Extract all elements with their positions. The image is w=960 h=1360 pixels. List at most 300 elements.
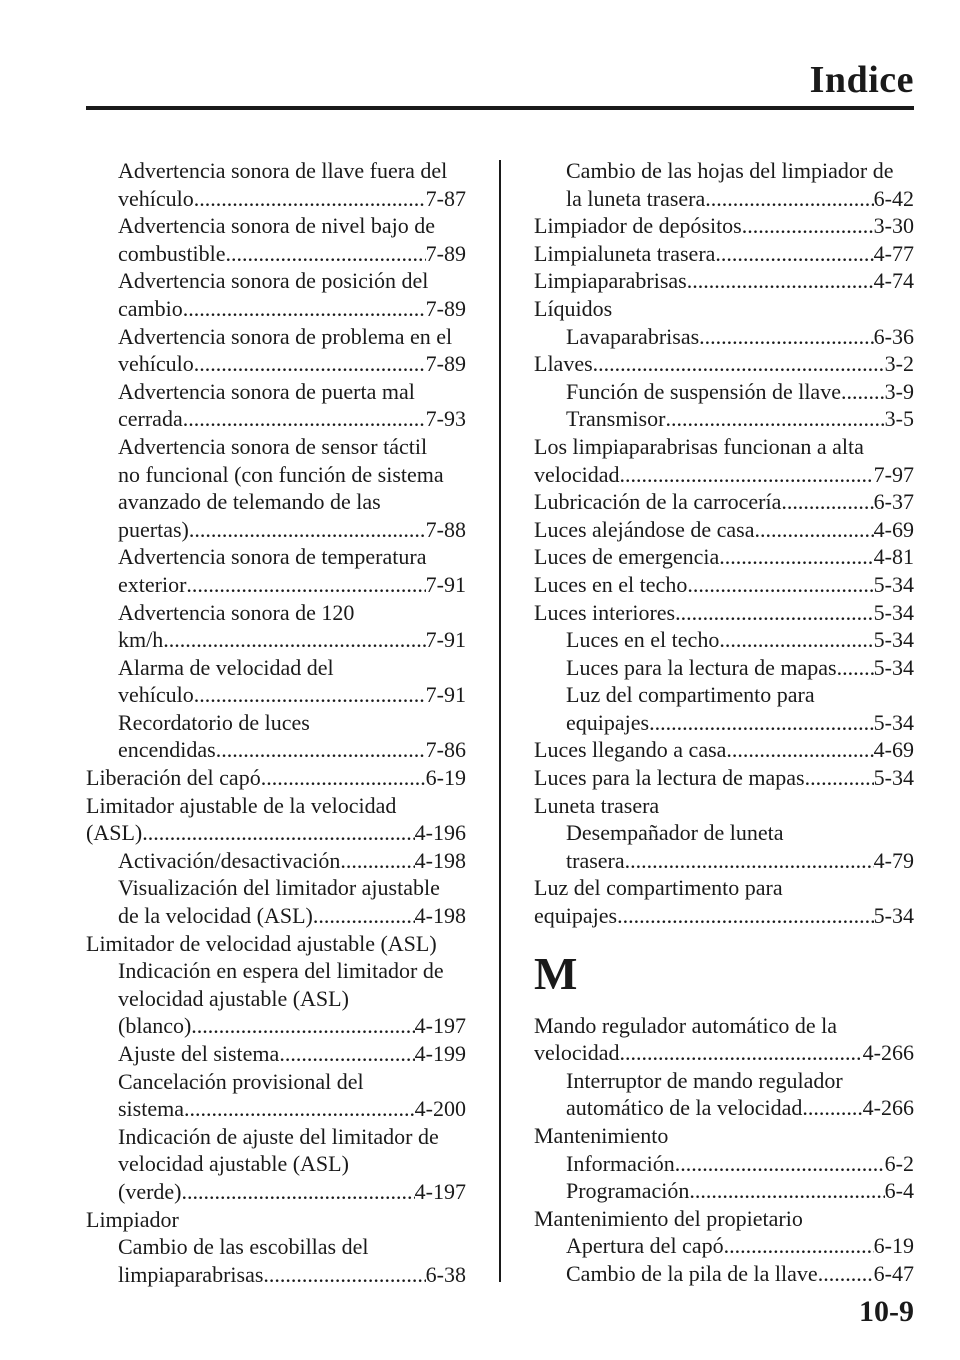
index-subentry xyxy=(86,543,466,598)
dot-leader xyxy=(182,1178,415,1206)
entry-text: limpiaparabrisas xyxy=(118,1261,264,1287)
index-entry xyxy=(534,350,914,378)
entry-text: velocidad xyxy=(534,1040,620,1066)
entry-line xyxy=(534,488,914,516)
entry-line xyxy=(86,1123,466,1151)
entry-text: (verde) xyxy=(118,1178,182,1204)
entry-text: Ajuste del sistema xyxy=(118,1041,280,1066)
dot-leader xyxy=(665,405,884,433)
entry-line xyxy=(534,1150,914,1178)
entry-line xyxy=(86,543,466,571)
entry-line xyxy=(86,267,466,295)
dot-leader xyxy=(802,1094,862,1122)
entry-text: Activación/desactivación xyxy=(118,847,341,873)
entry-line xyxy=(534,902,914,930)
dot-leader xyxy=(194,185,426,213)
page-reference: 7-91 xyxy=(425,627,466,653)
entry-line xyxy=(86,488,466,516)
dot-leader xyxy=(724,1232,874,1260)
page-reference: 5-34 xyxy=(873,765,914,791)
entry-text: (blanco) xyxy=(118,1013,192,1039)
entry-text: Programación xyxy=(566,1178,690,1204)
entry-text: cerrada xyxy=(118,406,183,432)
dot-leader xyxy=(191,1012,414,1040)
page-reference: 7-97 xyxy=(873,461,914,487)
entry-text: Luz del compartimento para xyxy=(566,682,815,708)
page-reference: 7-87 xyxy=(425,185,466,211)
entry-text: Luces en el techo xyxy=(566,627,720,653)
entry-line xyxy=(86,1068,466,1096)
entry-text: no funcional (con función de sistema xyxy=(118,461,444,487)
page-reference: 6-2 xyxy=(884,1150,914,1176)
index-entry xyxy=(534,1205,914,1233)
entry-text: exterior xyxy=(118,571,187,597)
entry-text: Luces en el techo xyxy=(534,571,688,597)
entry-text: Interruptor de mando regulador xyxy=(566,1067,843,1093)
entry-line xyxy=(86,1233,466,1261)
dot-leader xyxy=(194,681,426,709)
dot-leader xyxy=(818,1260,874,1288)
entry-text: Luz del compartimento para xyxy=(534,875,783,901)
index-subentry xyxy=(86,157,466,212)
page-reference: 7-93 xyxy=(425,406,466,432)
index-subentry xyxy=(534,1232,914,1260)
index-entry xyxy=(534,543,914,571)
page-reference: 6-38 xyxy=(425,1261,466,1287)
page-reference: 5-34 xyxy=(873,627,914,653)
entry-line xyxy=(86,157,466,185)
entry-text: de la velocidad (ASL) xyxy=(118,903,313,929)
entry-text: trasera xyxy=(566,847,625,873)
dot-leader xyxy=(617,902,874,930)
entry-line xyxy=(534,157,914,185)
index-subentry xyxy=(534,378,914,406)
index-subentry xyxy=(534,681,914,736)
entry-text: la luneta trasera xyxy=(566,185,706,211)
entry-text: Mantenimiento del propietario xyxy=(534,1205,803,1231)
entry-line xyxy=(86,185,466,213)
index-entry xyxy=(534,240,914,268)
entry-text: automático de la velocidad xyxy=(566,1095,803,1121)
index-entry xyxy=(534,736,914,764)
entry-text: velocidad xyxy=(534,461,620,487)
entry-line xyxy=(86,1150,466,1178)
dot-leader xyxy=(620,1039,863,1067)
index-subentry xyxy=(86,378,466,433)
entry-text: Luces para la lectura de mapas xyxy=(566,654,837,680)
entry-line xyxy=(534,736,914,764)
entry-line xyxy=(534,1260,914,1288)
entry-text: Apertura del capó xyxy=(566,1233,724,1259)
entry-text: Cancelación provisional del xyxy=(118,1068,364,1094)
page-reference: 6-47 xyxy=(873,1260,914,1286)
entry-line xyxy=(534,1205,914,1233)
entry-line xyxy=(534,543,914,571)
entry-line xyxy=(86,599,466,627)
entry-line xyxy=(534,1232,914,1260)
page-reference: 7-91 xyxy=(425,571,466,597)
index-entry xyxy=(86,764,466,792)
entry-line xyxy=(534,792,914,820)
entry-line xyxy=(86,240,466,268)
index-subentry xyxy=(534,1150,914,1178)
dot-leader xyxy=(687,571,873,599)
index-entry xyxy=(534,488,914,516)
entry-text: Los limpiaparabrisas funcionan a alta xyxy=(534,433,864,459)
page-reference: 4-69 xyxy=(873,737,914,763)
page-reference: 7-89 xyxy=(425,351,466,377)
entry-line xyxy=(86,295,466,323)
entry-text: Información xyxy=(566,1150,675,1176)
entry-line xyxy=(86,764,466,792)
index-subentry xyxy=(86,957,466,1040)
page-reference: 3-30 xyxy=(873,213,914,239)
page-reference: 6-19 xyxy=(425,765,466,791)
entry-line xyxy=(534,654,914,682)
entry-line xyxy=(86,736,466,764)
entry-text: Limpiaparabrisas xyxy=(534,268,687,294)
entry-line xyxy=(86,930,466,958)
page-reference: 6-36 xyxy=(873,323,914,349)
index-subentry xyxy=(534,819,914,874)
entry-text: velocidad ajustable (ASL) xyxy=(118,1151,349,1177)
index-subentry xyxy=(86,847,466,875)
dot-leader xyxy=(715,240,873,268)
page-reference: 7-89 xyxy=(425,240,466,266)
entry-text: avanzado de telemando de las xyxy=(118,489,381,515)
index-subentry xyxy=(86,1233,466,1288)
entry-line xyxy=(86,709,466,737)
dot-leader xyxy=(687,267,874,295)
page-number: 10-9 xyxy=(859,1295,914,1328)
entry-line xyxy=(86,792,466,820)
entry-line xyxy=(534,185,914,213)
entry-text: Cambio de las escobillas del xyxy=(118,1234,369,1260)
page-reference: 4-81 xyxy=(873,544,914,570)
column-divider xyxy=(499,160,501,1282)
entry-line xyxy=(534,350,914,378)
entry-text: cambio xyxy=(118,295,183,321)
entry-text: (ASL) xyxy=(86,820,143,846)
entry-text: Advertencia sonora de 120 xyxy=(118,599,355,625)
index-column-left xyxy=(86,157,466,1288)
entry-text: Liberación del capó xyxy=(86,765,261,791)
page-reference: 4-199 xyxy=(414,1041,466,1066)
entry-line xyxy=(86,212,466,240)
entry-text: Alarma de velocidad del xyxy=(118,654,334,680)
index-subentry xyxy=(534,654,914,682)
entry-text: Luces para la lectura de mapas xyxy=(534,765,805,791)
entry-line xyxy=(534,709,914,737)
entry-text: Luces llegando a casa xyxy=(534,737,727,763)
entry-line xyxy=(534,847,914,875)
dot-leader xyxy=(261,764,426,792)
dot-leader xyxy=(183,405,426,433)
dot-leader xyxy=(649,709,874,737)
entry-line xyxy=(534,681,914,709)
dot-leader xyxy=(184,1095,415,1123)
page-reference: 5-34 xyxy=(873,599,914,625)
entry-line xyxy=(534,1094,914,1122)
page-reference: 6-19 xyxy=(873,1233,914,1259)
page-reference: 4-198 xyxy=(414,847,466,873)
entry-text: vehículo xyxy=(118,682,194,708)
entry-text: Luneta trasera xyxy=(534,792,660,818)
page-reference: 4-77 xyxy=(873,240,914,266)
entry-text: Visualización del limitador ajustable xyxy=(118,875,440,901)
entry-text: Mando regulador automático de la xyxy=(534,1012,838,1038)
dot-leader xyxy=(186,571,425,599)
entry-text: sistema xyxy=(118,1096,184,1122)
index-column-right xyxy=(534,157,914,1288)
dot-leader xyxy=(183,295,426,323)
dot-leader xyxy=(216,736,426,764)
entry-line xyxy=(86,1178,466,1206)
index-subentry xyxy=(86,1068,466,1123)
dot-leader xyxy=(620,461,874,489)
dot-leader xyxy=(194,350,426,378)
dot-leader xyxy=(226,240,426,268)
entry-line xyxy=(534,1067,914,1095)
entry-text: Transmisor xyxy=(566,406,666,432)
entry-text: encendidas xyxy=(118,737,216,763)
index-subentry xyxy=(86,654,466,709)
page-reference: 7-91 xyxy=(425,682,466,708)
page-reference: 4-266 xyxy=(862,1095,914,1121)
page-reference: 4-79 xyxy=(873,847,914,873)
page-reference: 5-34 xyxy=(873,571,914,597)
index-entry xyxy=(534,267,914,295)
index-subentry xyxy=(86,1040,466,1068)
entry-text: Mantenimiento xyxy=(534,1123,669,1148)
index-entry xyxy=(534,874,914,929)
page-reference: 7-89 xyxy=(425,295,466,321)
page-reference: 6-37 xyxy=(873,489,914,515)
page-reference: 4-197 xyxy=(414,1178,466,1204)
entry-line xyxy=(86,847,466,875)
index-entry xyxy=(86,930,466,958)
dot-leader xyxy=(837,654,874,682)
entry-line xyxy=(534,1122,914,1150)
entry-text: Limitador ajustable de la velocidad xyxy=(86,792,397,818)
entry-text: Limitador de velocidad ajustable (ASL) xyxy=(86,930,437,956)
entry-line xyxy=(534,433,914,461)
entry-text: Cambio de la pila de la llave xyxy=(566,1260,818,1286)
entry-text: Líquidos xyxy=(534,295,613,321)
entry-line xyxy=(86,378,466,406)
entry-line xyxy=(534,874,914,902)
index-subentry xyxy=(534,157,914,212)
entry-line xyxy=(86,681,466,709)
dot-leader xyxy=(841,378,885,406)
index-subentry xyxy=(86,709,466,764)
entry-line xyxy=(534,461,914,489)
entry-line xyxy=(86,654,466,682)
index-entry xyxy=(534,516,914,544)
entry-line xyxy=(534,764,914,792)
entry-line xyxy=(86,985,466,1013)
entry-line xyxy=(86,902,466,930)
entry-text: Limpialuneta trasera xyxy=(534,240,716,266)
dot-leader xyxy=(675,1150,885,1178)
entry-text: Advertencia sonora de problema en el xyxy=(118,323,453,349)
dot-leader xyxy=(142,819,414,847)
entry-line xyxy=(86,433,466,461)
entry-line xyxy=(86,350,466,378)
entry-line xyxy=(86,516,466,544)
entry-line xyxy=(86,1095,466,1123)
entry-line xyxy=(86,626,466,654)
dot-leader xyxy=(726,736,873,764)
entry-text: Indicación de ajuste del limitador de xyxy=(118,1123,439,1149)
page-reference: 4-74 xyxy=(873,268,914,294)
page-reference: 5-34 xyxy=(873,654,914,680)
entry-text: Lavaparabrisas xyxy=(566,323,700,349)
entry-text: vehículo xyxy=(118,351,194,377)
entry-text: Advertencia sonora de posición del xyxy=(118,268,429,294)
entry-line xyxy=(534,1039,914,1067)
entry-line xyxy=(534,378,914,406)
dot-leader xyxy=(189,516,426,544)
entry-text: velocidad ajustable (ASL) xyxy=(118,985,349,1011)
index-subentry xyxy=(86,212,466,267)
entry-text: Advertencia sonora de llave fuera del xyxy=(118,158,448,183)
entry-line xyxy=(86,1012,466,1040)
page-reference: 4-266 xyxy=(862,1040,914,1066)
entry-text: Función de suspensión de llave xyxy=(566,378,841,404)
entry-text: combustible xyxy=(118,240,226,266)
entry-text: Advertencia sonora de puerta mal xyxy=(118,378,415,404)
entry-line xyxy=(534,571,914,599)
entry-text: Advertencia sonora de sensor táctil xyxy=(118,433,428,459)
dot-leader xyxy=(163,626,425,654)
index-entry xyxy=(534,764,914,792)
entry-line xyxy=(534,1177,914,1205)
dot-leader xyxy=(313,902,415,930)
entry-text: vehículo xyxy=(118,185,194,211)
entry-line xyxy=(534,516,914,544)
entry-text: Lubricación de la carrocería xyxy=(534,489,782,515)
entry-line xyxy=(86,461,466,489)
index-entry xyxy=(534,295,914,323)
entry-text: Desempañador de luneta xyxy=(566,820,784,846)
entry-text: Cambio de las hojas del limpiador de xyxy=(566,158,894,183)
dot-leader xyxy=(593,350,885,378)
entry-text: Limpiador xyxy=(86,1206,179,1232)
page-reference: 5-34 xyxy=(873,903,914,929)
page-reference: 4-200 xyxy=(414,1096,466,1122)
index-entry xyxy=(534,599,914,627)
index-entry xyxy=(534,212,914,240)
entry-line xyxy=(534,819,914,847)
entry-text: puertas) xyxy=(118,516,189,542)
entry-text: Luces de emergencia xyxy=(534,544,720,570)
entry-line xyxy=(534,240,914,268)
dot-leader xyxy=(263,1261,425,1289)
entry-line xyxy=(86,1206,466,1234)
entry-line xyxy=(534,1012,914,1040)
index-subentry xyxy=(86,874,466,929)
index-entry xyxy=(86,792,466,847)
index-header-title: Indice xyxy=(809,59,914,101)
entry-text: equipajes xyxy=(534,903,618,929)
entry-line xyxy=(86,819,466,847)
page-reference: 7-86 xyxy=(425,737,466,763)
index-subentry xyxy=(86,267,466,322)
dot-leader xyxy=(742,212,874,240)
page-reference: 6-42 xyxy=(873,185,914,211)
entry-line xyxy=(86,1040,466,1068)
page-reference: 4-69 xyxy=(873,516,914,542)
dot-leader xyxy=(699,323,874,351)
index-subentry xyxy=(86,433,466,543)
entry-text: Indicación en espera del limitador de xyxy=(118,958,444,984)
entry-line xyxy=(534,267,914,295)
index-entry xyxy=(534,571,914,599)
index-entry xyxy=(534,1122,914,1150)
entry-text: Llaves xyxy=(534,351,593,377)
index-entry xyxy=(86,1206,466,1234)
dot-leader xyxy=(805,764,874,792)
dot-leader xyxy=(719,543,873,571)
index-subentry xyxy=(86,599,466,654)
dot-leader xyxy=(279,1040,414,1068)
entry-line xyxy=(534,295,914,323)
index-subentry xyxy=(534,1260,914,1288)
entry-line xyxy=(86,957,466,985)
index-subentry xyxy=(534,1177,914,1205)
entry-text: Advertencia sonora de temperatura xyxy=(118,544,427,570)
entry-line xyxy=(86,323,466,351)
index-subentry xyxy=(534,1067,914,1122)
page-reference: 4-196 xyxy=(414,820,466,846)
index-entry xyxy=(534,1012,914,1067)
page-reference: 3-5 xyxy=(884,406,914,432)
entry-line xyxy=(534,323,914,351)
page-reference: 4-197 xyxy=(414,1013,466,1039)
dot-leader xyxy=(675,599,874,627)
index-subentry xyxy=(534,405,914,433)
entry-text: Luces alejándose de casa xyxy=(534,516,755,542)
index-subentry xyxy=(86,1123,466,1206)
entry-line xyxy=(86,874,466,902)
entry-text: Recordatorio de luces xyxy=(118,709,310,735)
page-reference: 7-88 xyxy=(425,516,466,542)
entry-text: Limpiador de depósitos xyxy=(534,213,742,239)
entry-line xyxy=(534,212,914,240)
entry-line xyxy=(86,405,466,433)
entry-line xyxy=(534,405,914,433)
page-reference: 6-4 xyxy=(884,1178,914,1204)
page-reference: 5-34 xyxy=(873,709,914,735)
index-subentry xyxy=(534,323,914,351)
dot-leader xyxy=(625,847,874,875)
index-subentry xyxy=(86,323,466,378)
entry-text: Luces interiores xyxy=(534,599,676,625)
header-rule xyxy=(86,106,914,110)
dot-leader xyxy=(340,847,414,875)
entry-text: km/h xyxy=(118,627,164,653)
entry-text: equipajes xyxy=(566,709,650,735)
entry-text: Advertencia sonora de nivel bajo de xyxy=(118,213,436,239)
page-reference: 3-2 xyxy=(884,351,914,377)
entry-line xyxy=(534,626,914,654)
dot-leader xyxy=(719,626,873,654)
index-subentry xyxy=(534,626,914,654)
index-entry xyxy=(534,792,914,820)
page-reference: 4-198 xyxy=(414,903,466,929)
index-entry xyxy=(534,433,914,488)
